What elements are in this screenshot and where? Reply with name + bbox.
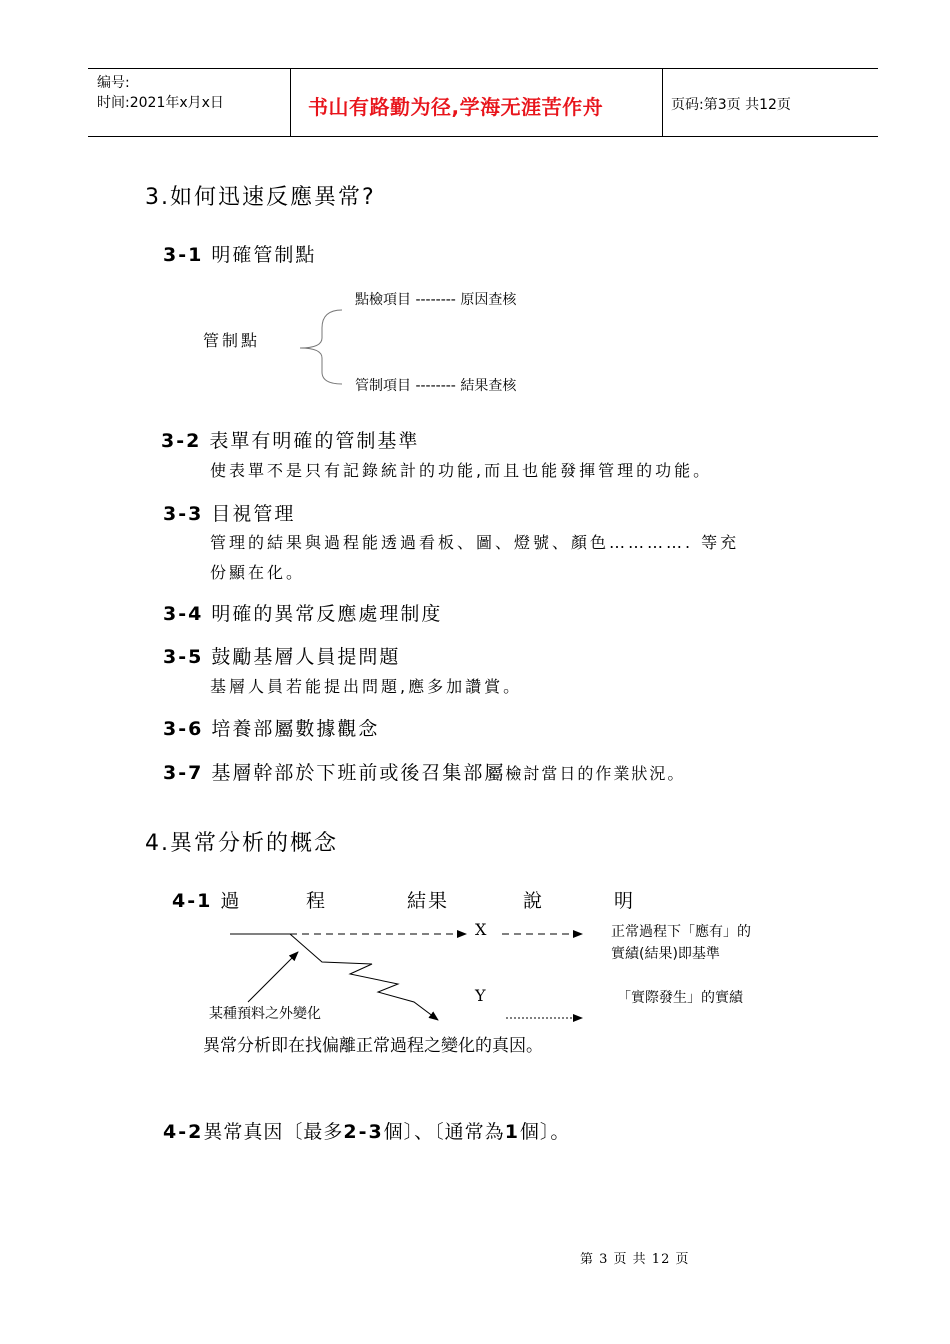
column-ming: 明	[614, 890, 636, 912]
heading-text: 個〕、〔通常為	[383, 1121, 505, 1143]
branch-bottom: 管制項目 -------- 結果查核	[355, 378, 517, 394]
control-point-root: 管制點	[203, 331, 261, 350]
heading-text: 明確的異常反應處理制度	[211, 603, 443, 625]
analysis-summary: 異常分析即在找偏離正常過程之變化的真因。	[203, 1036, 543, 1056]
heading-number: 4-2	[163, 1121, 204, 1143]
paragraph-3-2: 使表單不是只有記錄統計的功能,而且也能發揮管理的功能。	[210, 461, 713, 480]
heading-text: 個〕。	[519, 1121, 571, 1143]
label-y: Y	[475, 986, 486, 1005]
section-3-title: 3.如何迅速反應異常?	[145, 185, 376, 210]
section-4-title: 4.異常分析的概念	[145, 831, 338, 856]
unexpected-pointer-arrow	[248, 952, 298, 1002]
paragraph-3-5: 基層人員若能提出問題,應多加讚賞。	[210, 677, 523, 696]
heading-number: 3-6	[163, 718, 204, 740]
paragraph-3-3-line1: 管理的結果與過程能透過看板、圖、燈號、顏色…………. 等充	[210, 533, 740, 552]
heading-text-small: 檢討當日的作業狀況。	[505, 764, 686, 783]
heading-number: 3-1	[163, 244, 204, 266]
x-description-line1: 正常過程下「應有」的	[611, 924, 751, 940]
heading-text: 鼓勵基層人員提問題	[211, 646, 401, 668]
heading-text: 目視管理	[211, 503, 296, 525]
heading-number: 2-3	[343, 1121, 384, 1143]
motto: 书山有路勤为径,学海无涯苦作舟	[308, 95, 604, 119]
heading-text: 培養部屬數據觀念	[211, 718, 380, 740]
heading-number: 3-2	[161, 430, 202, 452]
heading-text: 明確管制點	[211, 244, 317, 266]
heading-text: 異常真因〔最多	[203, 1121, 344, 1143]
heading-number: 1	[504, 1121, 520, 1143]
heading-number: 3-5	[163, 646, 204, 668]
y-description: 「實際發生」的實績	[617, 990, 743, 1006]
heading-4-2	[163, 1117, 570, 1144]
page-footer: 第 3 页 共 12 页	[580, 1252, 690, 1267]
column-result: 結果	[407, 890, 450, 912]
label-x: X	[475, 920, 487, 939]
heading-text: 表單有明確的管制基準	[209, 430, 420, 452]
heading-number: 3-4	[163, 603, 204, 625]
heading-text: 基層幹部於下班前或後召集部屬	[211, 762, 506, 784]
x-description-line2: 實績(結果)即基準	[611, 946, 720, 962]
heading-number: 3-7	[163, 762, 204, 784]
heading-number: 3-3	[163, 503, 204, 525]
paragraph-3-3-line2: 份顯在化。	[210, 563, 306, 582]
time-label: 时间:2021年x月x日	[97, 95, 224, 111]
heading-number: 4-1	[172, 890, 213, 912]
page-label: 页码:第3页 共12页	[671, 97, 791, 113]
column-cheng: 程	[306, 890, 328, 912]
number-label: 编号:	[97, 75, 130, 91]
column-guo: 過	[220, 890, 242, 912]
column-shuo: 說	[523, 890, 545, 912]
unexpected-change-label: 某種預料之外變化	[209, 1006, 321, 1022]
branch-top: 點檢項目 -------- 原因查核	[355, 292, 517, 308]
